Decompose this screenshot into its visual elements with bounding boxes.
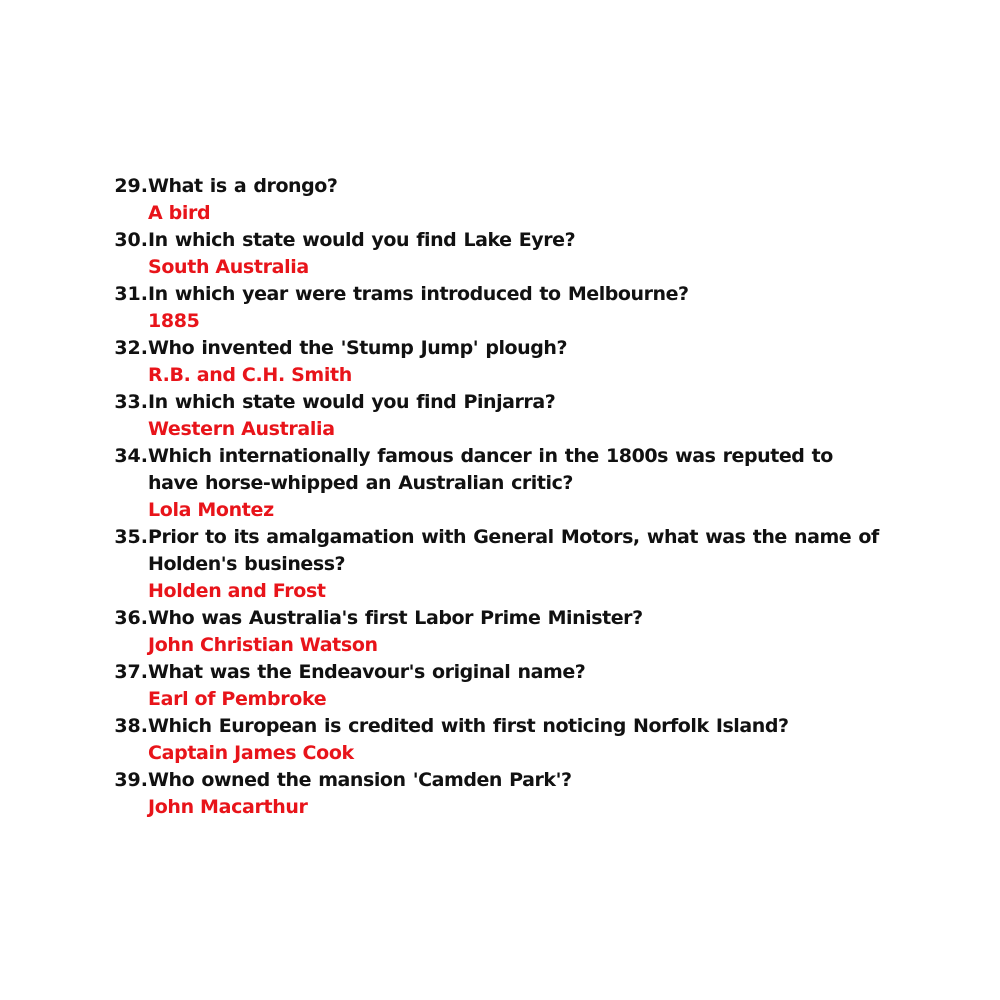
answer-text: A bird bbox=[148, 202, 211, 224]
question-number: 31. bbox=[114, 283, 148, 305]
question-text: Which internationally famous dancer in the 1800s was reputed to have horse-whipped an Australian critic? bbox=[148, 445, 833, 494]
question-row bbox=[0, 389, 1000, 416]
question-text: Prior to its amalgamation with General Motors, what was the name of Holden's business? bbox=[148, 526, 879, 575]
answer-text: R.B. and C.H. Smith bbox=[148, 364, 352, 386]
question-row bbox=[0, 281, 1000, 308]
question-text: In which state would you find Pinjarra? bbox=[148, 391, 556, 413]
answer-text: Earl of Pembroke bbox=[148, 688, 327, 710]
quiz-item-31 bbox=[0, 281, 1000, 335]
quiz-item-38 bbox=[0, 713, 1000, 767]
quiz-item-36 bbox=[0, 605, 1000, 659]
question-number: 34. bbox=[114, 445, 148, 467]
question-row bbox=[0, 443, 1000, 497]
quiz-item-37 bbox=[0, 659, 1000, 713]
answer-text: John Christian Watson bbox=[148, 634, 378, 656]
quiz-item-33 bbox=[0, 389, 1000, 443]
answer-text: Holden and Frost bbox=[148, 580, 326, 602]
question-text: What was the Endeavour's original name? bbox=[148, 661, 586, 683]
quiz-item-34 bbox=[0, 443, 1000, 524]
question-number: 30. bbox=[114, 229, 148, 251]
question-text: Which European is credited with first noticing Norfolk Island? bbox=[148, 715, 789, 737]
question-row bbox=[0, 767, 1000, 794]
question-text: Who was Australia's first Labor Prime Minister? bbox=[148, 607, 643, 629]
question-number: 29. bbox=[114, 175, 148, 197]
question-number: 39. bbox=[114, 769, 148, 791]
question-row bbox=[0, 173, 1000, 200]
question-text: In which year were trams introduced to Melbourne? bbox=[148, 283, 689, 305]
quiz-item-29 bbox=[0, 173, 1000, 227]
quiz-item-30 bbox=[0, 227, 1000, 281]
question-number: 36. bbox=[114, 607, 148, 629]
answer-text: 1885 bbox=[148, 310, 200, 332]
answer-text: John Macarthur bbox=[148, 796, 308, 818]
answer-text: Captain James Cook bbox=[148, 742, 354, 764]
question-number: 35. bbox=[114, 526, 148, 548]
question-text: What is a drongo? bbox=[148, 175, 338, 197]
answer-text: Lola Montez bbox=[148, 499, 274, 521]
answer-text: Western Australia bbox=[148, 418, 335, 440]
question-row bbox=[0, 659, 1000, 686]
question-number: 33. bbox=[114, 391, 148, 413]
quiz-item-35 bbox=[0, 524, 1000, 605]
question-text: Who invented the 'Stump Jump' plough? bbox=[148, 337, 568, 359]
question-text: Who owned the mansion 'Camden Park'? bbox=[148, 769, 572, 791]
quiz-list bbox=[0, 173, 1000, 821]
question-number: 37. bbox=[114, 661, 148, 683]
question-row bbox=[0, 524, 1000, 578]
answer-text: South Australia bbox=[148, 256, 309, 278]
question-number: 32. bbox=[114, 337, 148, 359]
question-number: 38. bbox=[114, 715, 148, 737]
question-row bbox=[0, 713, 1000, 740]
quiz-item-39 bbox=[0, 767, 1000, 821]
question-row bbox=[0, 605, 1000, 632]
question-row bbox=[0, 335, 1000, 362]
quiz-item-32 bbox=[0, 335, 1000, 389]
question-text: In which state would you find Lake Eyre? bbox=[148, 229, 576, 251]
question-row bbox=[0, 227, 1000, 254]
